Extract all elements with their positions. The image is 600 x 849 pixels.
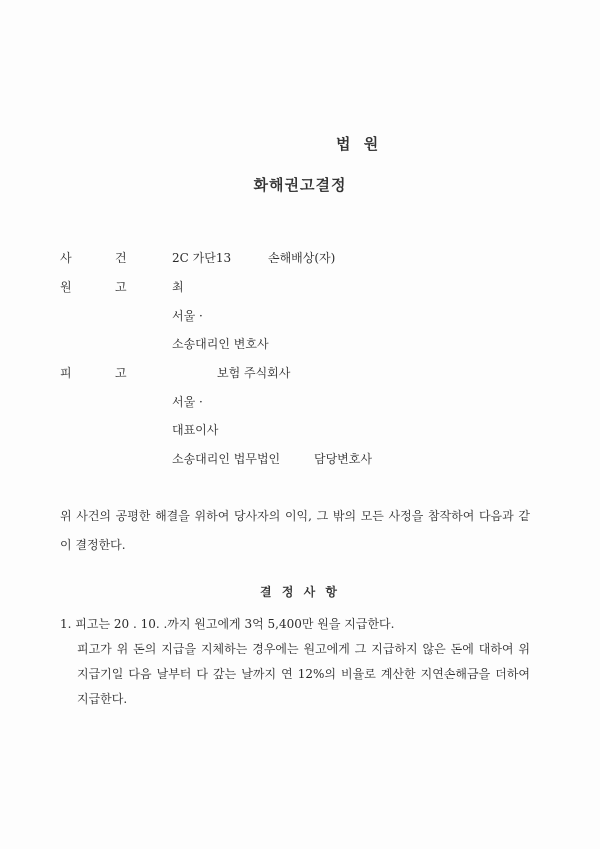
case-label-1: 사 [60,251,72,265]
defendant-attorney: 소송대리인 법무법인 [172,452,281,466]
defendant-address: 서울 · [172,395,203,409]
case-label-2: 건 [115,251,127,265]
case-name: 손해배상(자) [268,251,336,265]
court-name: 법 원 [336,135,383,153]
plaintiff-attorney: 소송대리인 변호사 [172,337,269,351]
decision-item [60,612,530,712]
decision-item-line-1: 1. 피고는 20 . 10. .까지 원고에게 3억 5,400만 원을 지급한다. [60,617,395,631]
defendant-label-1: 피 [60,366,72,380]
defendant-label-2: 고 [115,366,127,380]
defendant-name: 보험 주식회사 [217,366,291,380]
defendant-attorney-role: 담당변호사 [314,452,372,466]
case-number: 2C 가단13 [172,251,232,265]
plaintiff-address: 서울 · [172,309,203,323]
intro-paragraph: 위 사건의 공평한 해결을 위하여 당사자의 이익, 그 밖의 모든 사정을 참작하여 다음과 같이 결정한다. [60,509,530,552]
plaintiff-label-2: 고 [115,280,127,294]
decision-item-line-2: 피고가 위 돈의 지급을 지체하는 경우에는 원고에게 그 지급하지 않은 돈에 대하여 위 지급기일 다음 날부터 다 갚는 날까지 연 12%의 비율로 계산한 지연손해금을 더하여 지급한다. [77,642,530,706]
decision-title: 결 정 사 항 [260,585,340,599]
plaintiff-name: 최 [172,280,184,294]
document-title: 화해권고결정 [253,176,347,194]
defendant-representative: 대표이사 [172,423,219,437]
plaintiff-label-1: 원 [60,280,72,294]
